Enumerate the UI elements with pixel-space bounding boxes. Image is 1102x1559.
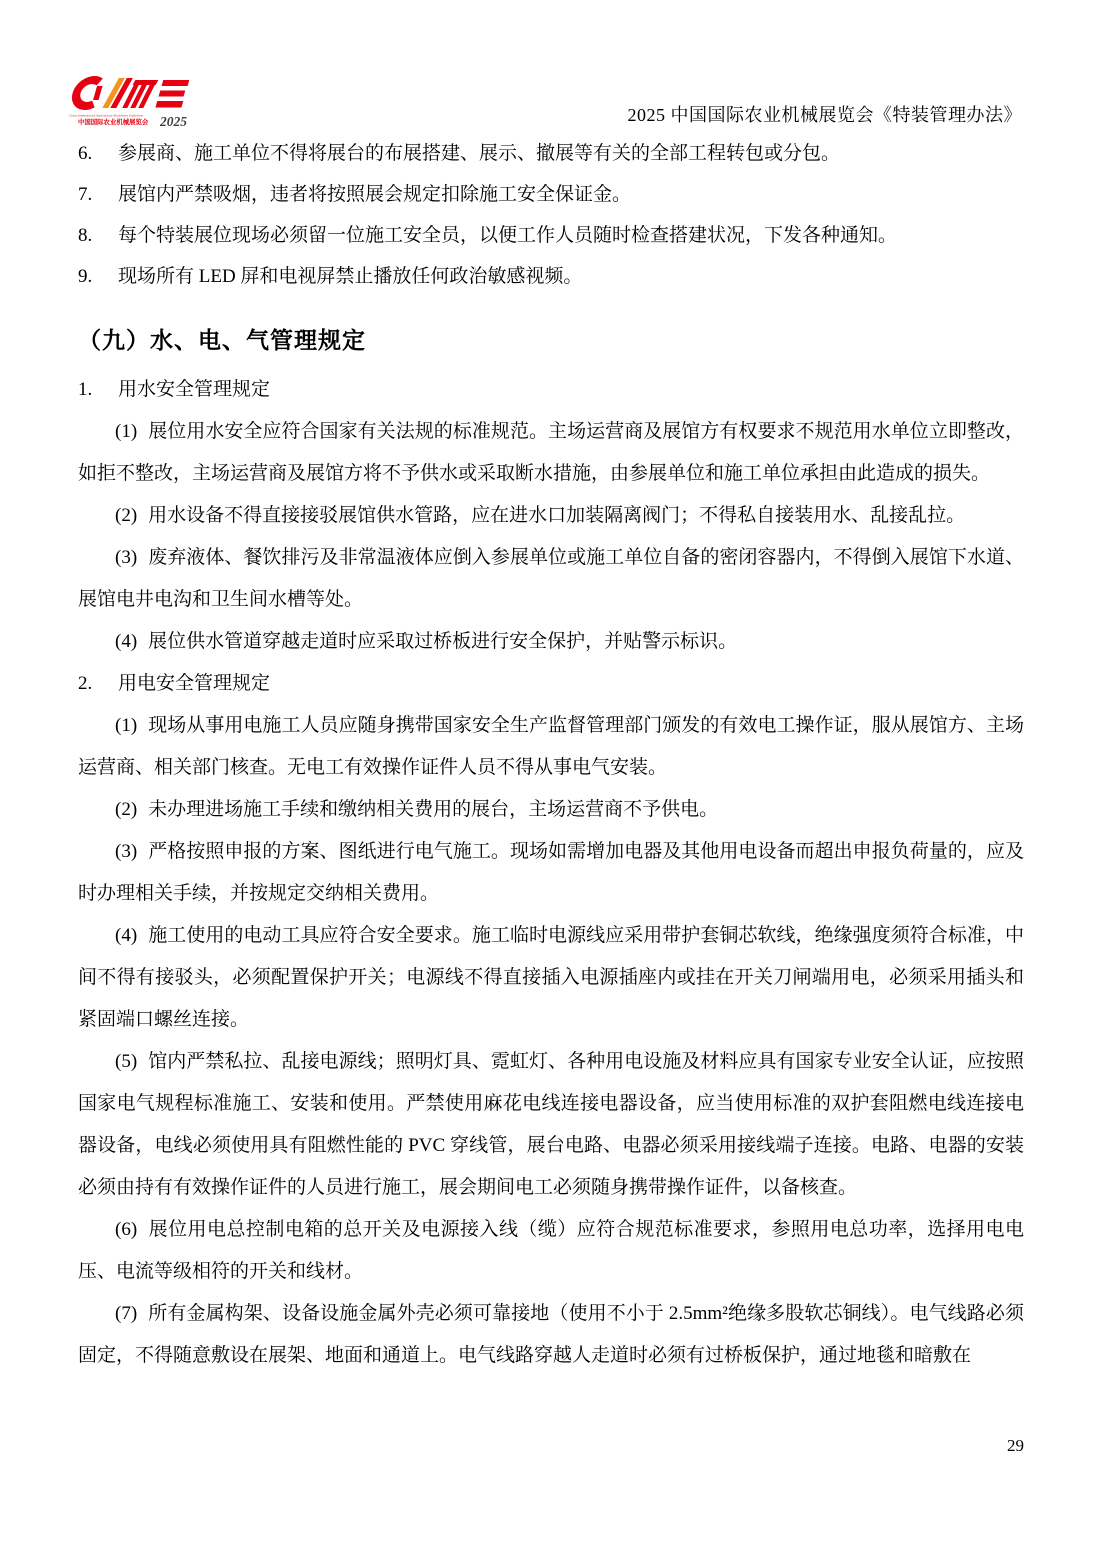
list-item <box>78 174 1024 215</box>
subsection-number: 1. <box>78 379 93 400</box>
paragraph-text: 严格按照申报的方案、图纸进行电气施工。现场如需增加电器及其他用电设备而超出申报负荷量的，应及时办理相关手续，并按规定交纳相关费用。 <box>78 841 1024 904</box>
paragraph <box>78 1293 1024 1377</box>
paragraph-text: 施工使用的电动工具应符合安全要求。施工临时电源线应采用带护套铜芯软线，绝缘强度须符合标准，中间不得有接驳头，必须配置保护开关；电源线不得直接插入电源插座内或挂在开关刀闸端用电，必须采用插头和紧固端口螺丝连接。 <box>78 925 1024 1030</box>
paragraph-number: (3) <box>115 841 138 862</box>
came-logo-icon <box>66 74 206 132</box>
paragraph <box>78 915 1024 1041</box>
paragraph-number: (6) <box>115 1219 138 1240</box>
paragraph <box>78 411 1024 495</box>
list-item-number: 9. <box>78 266 93 287</box>
logo-year: 2025 <box>160 114 187 129</box>
paragraph-number: (5) <box>115 1051 138 1072</box>
paragraph-number: (2) <box>115 505 138 526</box>
paragraph <box>78 831 1024 915</box>
paragraph <box>78 621 1024 663</box>
list-item-number: 8. <box>78 225 93 246</box>
subsection-number: 2. <box>78 673 93 694</box>
logo-subtitle-en: China International Agricultural Machinery Exhibition <box>69 113 144 118</box>
page-content <box>78 133 1024 1377</box>
list-item <box>78 133 1024 174</box>
list-item-text: 参展商、施工单位不得将展台的布展搭建、展示、撤展等有关的全部工程转包或分包。 <box>118 143 841 164</box>
paragraph-text: 所有金属构架、设备设施金属外壳必须可靠接地（使用不小于 2.5mm²绝缘多股软芯铜线）。电气线路必须固定，不得随意敷设在展架、地面和通道上。电气线路穿越人走道时必须有过桥板保护，通过地毯和暗敷在 <box>78 1303 1024 1366</box>
subsection-title <box>78 663 1024 705</box>
paragraph-text: 展位用水安全应符合国家有关法规的标准规范。主场运营商及展馆方有权要求不规范用水单位立即整改，如拒不整改，主场运营商及展馆方将不予供水或采取断水措施，由参展单位和施工单位承担由此造成的损失。 <box>78 421 1024 484</box>
list-item-text: 每个特装展位现场必须留一位施工安全员，以便工作人员随时检查搭建状况，下发各种通知。 <box>118 225 898 246</box>
paragraph-number: (1) <box>115 715 138 736</box>
paragraph-number: (7) <box>115 1303 138 1324</box>
list-item-number: 6. <box>78 143 93 164</box>
paragraph <box>78 705 1024 789</box>
subsection-title <box>78 369 1024 411</box>
paragraph <box>78 495 1024 537</box>
paragraph-text: 展位用电总控制电箱的总开关及电源接入线（缆）应符合规范标准要求，参照用电总功率，选择用电电压、电流等级相符的开关和线材。 <box>78 1219 1024 1282</box>
list-item-text: 现场所有 LED 屏和电视屏禁止播放任何政治敏感视频。 <box>118 266 583 287</box>
list-item <box>78 256 1024 297</box>
paragraph <box>78 537 1024 621</box>
list-item-number: 7. <box>78 184 93 205</box>
paragraph-number: (3) <box>115 547 138 568</box>
came-logo <box>66 74 206 132</box>
paragraph-number: (1) <box>115 421 138 442</box>
paragraph <box>78 1209 1024 1293</box>
paragraph-number: (4) <box>115 631 138 652</box>
subsection-title-text: 用水安全管理规定 <box>118 379 271 400</box>
subsection-title-text: 用电安全管理规定 <box>118 673 271 694</box>
logo-subtitle-cn: 中国国际农业机械展览会 <box>78 119 149 126</box>
paragraph-text: 现场从事用电施工人员应随身携带国家安全生产监督管理部门颁发的有效电工操作证，服从展馆方、主场运营商、相关部门核查。无电工有效操作证件人员不得从事电气安装。 <box>78 715 1024 778</box>
paragraph-text: 用水设备不得直接接驳展馆供水管路，应在进水口加装隔离阀门；不得私自接装用水、乱接乱拉。 <box>148 505 966 526</box>
paragraph-text: 未办理进场施工手续和缴纳相关费用的展台，主场运营商不予供电。 <box>148 799 719 820</box>
list-item-text: 展馆内严禁吸烟，违者将按照展会规定扣除施工安全保证金。 <box>118 184 632 205</box>
paragraph-number: (2) <box>115 799 138 820</box>
list-item <box>78 215 1024 256</box>
paragraph <box>78 789 1024 831</box>
paragraph-text: 废弃液体、餐饮排污及非常温液体应倒入参展单位或施工单位自备的密闭容器内，不得倒入展馆下水道、展馆电井电沟和卫生间水槽等处。 <box>78 547 1024 610</box>
paragraph-text: 馆内严禁私拉、乱接电源线；照明灯具、霓虹灯、各种用电设施及材料应具有国家专业安全认证，应按照国家电气规程标准施工、安装和使用。严禁使用麻花电线连接电器设备，应当使用标准的双护套阻燃电线连接电器设备，电线必须使用具有阻燃性能的 PVC 穿线管，展台电路、电器必须采用接线端子连接。电路、电器的安装必须由持有有效操作证件的人员进行施工，展会期间电工必须随身携带操作证件，以备核查。 <box>78 1051 1024 1198</box>
document-header-title: 2025 中国国际农业机械展览会《特装管理办法》 <box>627 105 1022 125</box>
paragraph <box>78 1041 1024 1209</box>
section-heading: （九）水、电、气管理规定 <box>78 327 366 353</box>
paragraph-text: 展位供水管道穿越走道时应采取过桥板进行安全保护，并贴警示标识。 <box>148 631 738 652</box>
paragraph-number: (4) <box>115 925 138 946</box>
page-number: 29 <box>1007 1436 1024 1455</box>
